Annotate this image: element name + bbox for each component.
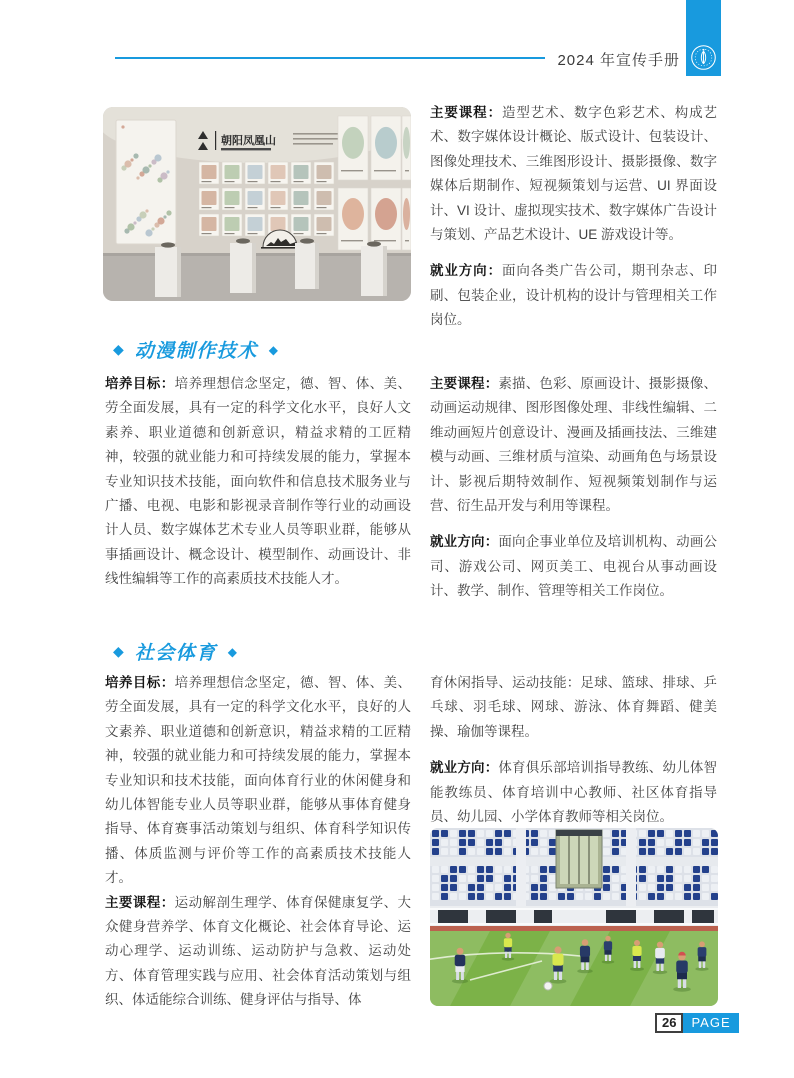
courses-text-left: 运动解剖生理学、体育保健康复学、大众健身营养学、体育文化概论、社会体育导论、运动心理学、运动训练、运动防护与急救、运动处方、体育管理实践与应用、社会体育活动策划与组织、体适能综合训练、健身评估与指导、体: [105, 894, 412, 1008]
employment-label: 就业方向：: [430, 263, 502, 279]
section-title-sports: [113, 638, 237, 665]
employment-label: 就业方向：: [430, 534, 499, 550]
courses-paragraph: [430, 372, 717, 518]
goals-label: 培养目标：: [105, 376, 175, 391]
courses-text-right: 育休闲指导、运动技能：足球、篮球、排球、乒乓球、羽毛球、网球、游泳、体育舞蹈、健美操、瑜伽等课程。: [430, 675, 717, 739]
section-title-text: 动漫制作技术: [134, 341, 258, 362]
diamond-icon: ◆: [268, 342, 279, 357]
employment-text: 面向各类广告公司，期刊杂志、印刷、包装企业，设计机构的设计与管理相关工作岗位。: [430, 263, 718, 328]
sports-left-column: [105, 671, 411, 1013]
header-ribbon: [686, 0, 721, 76]
employment-paragraph: [430, 259, 717, 332]
gallery-photo-illustration: [103, 107, 411, 301]
courses-text: 素描、色彩、原画设计、摄影摄像、动画运动规律、图形图像处理、非线性编辑、二维动画短片创意设计、漫画及插画技法、三维建模与动画、三维材质与渲染、动画角色与场景设计、影视后期特效制作、短视频策划制作与运营、衍生品开发与利用等课程。: [430, 376, 717, 514]
employment-text: 体育俱乐部培训指导教练、幼儿体智能教练员、体育培训中心教师、社区体育指导员、幼儿园、小学体育教师等相关岗位。: [430, 760, 717, 825]
goals-label: 培养目标：: [105, 675, 175, 690]
section-title-text: 社会体育: [134, 643, 217, 664]
courses-paragraph: [430, 101, 717, 247]
courses-text: 造型艺术、数字色彩艺术、构成艺术、数字媒体设计概论、版式设计、包装设计、图像处理技术、三维图形设计、摄影摄像、数字媒体后期制作、短视频策划与运营、UI 界面设计、VI 设计、虚拟现实技术、数字媒体广告设计与策划、产品艺术设计、UE 游戏设计等。: [430, 105, 718, 243]
employment-text: 面向企事业单位及培训机构、动画公司、游戏公司、网页美工、电视台从事动画设计、教学、制作、管理等相关工作岗位。: [430, 534, 717, 599]
animation-right-column: [430, 372, 717, 604]
employment-paragraph: [430, 530, 717, 603]
page-label: PAGE: [683, 1013, 738, 1033]
gallery-photo: [103, 107, 411, 301]
courses-paragraph: [105, 891, 411, 1013]
gallery-wall-title: 朝阳凤凰山: [221, 135, 276, 147]
digital-media-text-column: [430, 101, 717, 333]
soccer-photo-illustration: [430, 828, 718, 1006]
goals-text: 培养理想信念坚定，德、智、体、美、劳全面发展，具有一定的科学文化水平，良好的人文素养、职业道德和创新意识，精益求精的工匠精神，较强的就业能力和可持续发展的能力，掌握本专业知识和技术技能，面向体育行业的休闲健身和幼儿体智能专业人员等职业群，能够从事体育健身指导、体育赛事活动策划与组织、体育科学知识传播、体质监测与评价等工作的高素质技术技能人才。: [105, 675, 412, 886]
employment-label: 就业方向：: [430, 760, 499, 776]
courses-label: 主要课程：: [430, 376, 499, 391]
goals-paragraph: [105, 372, 411, 592]
soccer-photo: [430, 828, 718, 1006]
page-number: 26: [655, 1013, 683, 1033]
diamond-icon: ◆: [113, 643, 124, 659]
header-title: 2024 年宣传手册: [557, 52, 680, 69]
courses-label: 主要课程：: [105, 894, 175, 910]
courses-continued-paragraph: [430, 671, 717, 744]
courses-label: 主要课程：: [430, 105, 502, 120]
header-rule: [115, 57, 545, 59]
diamond-icon: ◆: [227, 644, 238, 659]
animation-left-column: [105, 372, 411, 592]
section-title-animation: [113, 336, 278, 363]
employment-paragraph: [430, 756, 717, 829]
page-footer: [655, 1013, 739, 1033]
sports-right-column: [430, 671, 717, 829]
diamond-icon: ◆: [113, 341, 124, 357]
goals-paragraph: [105, 671, 411, 891]
school-emblem-icon: [690, 44, 717, 71]
goals-text: 培养理想信念坚定，德、智、体、美、劳全面发展，具有一定的科学文化水平，良好人文素养、职业道德和创新意识，精益求精的工匠精神，较强的就业能力和可持续发展的能力，掌握本专业知识技术技能，面向软件和信息技术服务业与广播、电视、电影和影视录音制作等行业的动画设计人员、数字媒体艺术专业人员等职业群，能够从事插画设计、概念设计、模型制作、动画设计、非线性编辑等工作的高素质技术技能人才。: [105, 376, 412, 587]
